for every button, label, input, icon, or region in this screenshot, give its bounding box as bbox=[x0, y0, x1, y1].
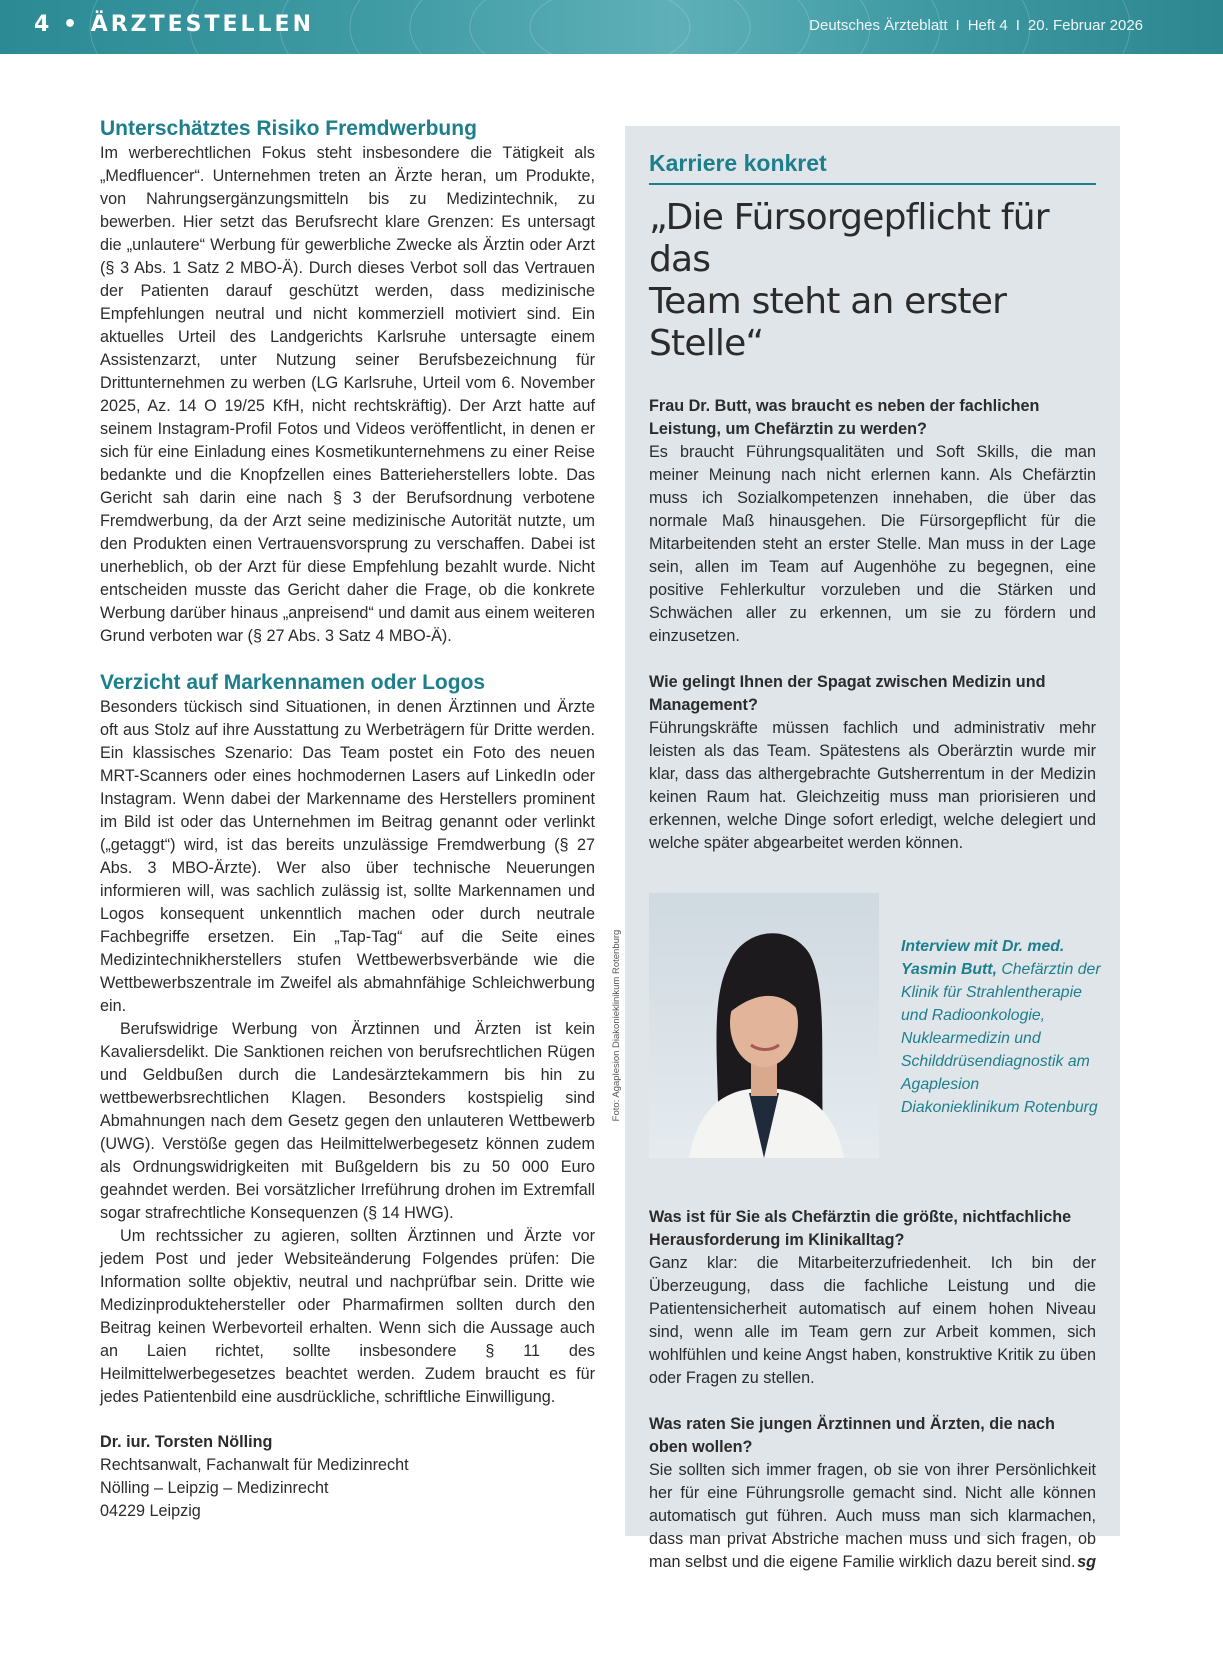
section-heading: Unterschätztes Risiko Fremdwerbung bbox=[100, 117, 477, 140]
paragraph: Im werberechtlichen Fokus steht insbesondere die Tätigkeit als „Medfluencer“. Unternehmen treten an Ärzte heran, um Produkte, von Nahrungsergänzungsmitteln bis zu Medizintechnik, zu bewerben. Hier setzt das Berufsrecht klare Grenzen: Es untersagt die „unlautere“ Werbung für gewerbliche Zwecke als Ärztin oder Arzt (§ 3 Abs. 1 Satz 2 MBO-Ä). Durch dieses Verbot soll das Vertrauen der Patienten darauf geschützt werden, dass medizinische Empfehlungen neutral und nicht kommerziell motiviert sind. Ein aktuelles Urteil des Landgerichts Karlsruhe untersagte einem Assistenzarzt, unter Nutzung seiner Berufsbezeichnung für Drittunternehmen zu werben (LG Karlsruhe, Urteil vom 6. November 2025, Az. 14 O 19/25 KfH, nicht rechtskräftig). Der Arzt hatte auf seinem Instagram-Profil Fotos und Videos veröffentlicht, in denen er sich für eine Einladung eines Kosmetikunternehmens zu einer Reise bedankte und die Knopfzellen eines Batterieherstellers lobte. Das Gericht sah darin eine nach § 3 der Berufsordnung verbotene Fremdwerbung, da der Arzt seine medizinische Autorität nutzte, um den Produkten einen Vertrauensvorsprung zu verschaffen. Dabei ist unerheblich, ob der Arzt für diese Empfehlung bezahlt wurde. Nicht entscheiden musste das Gericht daher die Frage, ob die konkrete Werbung darüber hinaus „anpreisend“ und damit aus einem weiteren Grund verboten war (§ 27 Abs. 3 Satz 4 MBO-Ä). bbox=[100, 144, 595, 645]
header-bar bbox=[0, 0, 1223, 54]
article-column bbox=[100, 116, 595, 1523]
box-headline bbox=[649, 197, 1096, 365]
caption-description: Chefärztin der Klinik für Strahlentherapie und Radioonkologie, Nuklearmedizin und Schilddrüsendiagnostik am Agaplesion Diakonieklinikum Rotenburg bbox=[901, 961, 1101, 1116]
interview-question: Was ist für Sie als Chefärztin die größte, nichtfachliche Herausforderung im Klinikalltag? bbox=[649, 1208, 1072, 1249]
author-block bbox=[100, 1431, 595, 1523]
section-heading: Verzicht auf Markennamen oder Logos bbox=[100, 671, 486, 694]
masthead: Deutsches Ärzteblatt I Heft 4 I 20. Februar 2026 bbox=[809, 17, 1143, 34]
paragraph: Um rechtssicher zu agieren, sollten Ärztinnen und Ärzte vor jedem Post und jeder Websiteänderung Folgendes prüfen: Die Information sollte objektiv, neutral und nachprüfbar sein. Dritte wie Medizinproduktehersteller oder Pharmafirmen sollten durch den Beitrag keinen Werbevorteil erhalten. Wenn sich die Aussage auch an Laien richtet, sollte insbesondere § 11 des Heilmittelwerbegesetzes beachtet werden. Zudem braucht es für jedes Patientenbild eine ausdrückliche, schriftliche Einwilligung. bbox=[100, 1227, 595, 1406]
answer-text: Sie sollten sich immer fragen, ob sie von ihrer Persönlichkeit her für eine Führungsrolle gemacht sind. Nicht alle können automatisch gut führen. Auch muss man sich klarmachen, dass man privat Abstriche machen muss und sich fragen, ob man selbst und die eigene Familie wirklich dazu bereit sind. bbox=[649, 1461, 1096, 1571]
author-initials: sg bbox=[1077, 1553, 1096, 1571]
paragraph: Besonders tückisch sind Situationen, in denen Ärztinnen und Ärzte oft aus Stolz auf ihre Ausstattung zu Werbeträgern für Dritte werden. Ein klassisches Szenario: Das Team postet ein Foto des neuen MRT-Scanners oder eines hochmodernen Lasers auf LinkedIn oder Instagram. Wenn dabei der Markenname des Herstellers prominent im Bild ist oder das Unternehmen im Beitrag genannt oder verlinkt („getaggt“) wird, ist das bereits unzulässige Fremdwerbung (§ 27 Abs. 3 MBO-Ärzte). Wer also über technische Neuerungen informieren will, was sachlich zulässig ist, sollte Markennamen und Logos konsequent unkenntlich machen oder durch neutrale Fachbegriffe ersetzen. Ein „Tap-Tag“ auf die Seite eines Medizintechnikherstellers stufen Wettbewerbsverbände wie die Wettbewerbszentrale im Zweifel als abmahnfähige Schleichwerbung ein. bbox=[100, 698, 595, 1015]
interview-question: Wie gelingt Ihnen der Spagat zwischen Medizin und Management? bbox=[649, 673, 1046, 714]
box-kicker: Karriere konkret bbox=[649, 150, 1096, 185]
portrait-photo bbox=[649, 893, 879, 1158]
interview-answer bbox=[649, 1459, 1096, 1574]
author-city: 04229 Leipzig bbox=[100, 1502, 201, 1520]
page-label: 4 • ÄRZTESTELLEN bbox=[34, 12, 314, 37]
paragraph: Berufswidrige Werbung von Ärztinnen und Ärzten ist kein Kavaliersdelikt. Die Sanktionen reichen von berufsrechtlichen Rügen und Geldbußen durch die Landesärztekammern bis hin zu wettbewerbsrechtlichen Klagen. Besonders kostspielig sind Abmahnungen nach dem Gesetz gegen den unlauteren Wettbewerb (UWG). Verstöße gegen das Heilmittelwerbegesetz können zudem als Ordnungswidrigkeiten mit Bußgeldern bis zu 50 000 Euro geahndet werden. Bei vorsätzlicher Irreführung drohen im Extremfall sogar strafrechtliche Konsequenzen (§ 14 HWG). bbox=[100, 1020, 595, 1222]
interview-answer: Ganz klar: die Mitarbeiterzufriedenheit. Ich bin der Überzeugung, dass die fachliche Leistung und die Patientensicherheit automatisch auf einem hohen Niveau sind, wenn alle im Team gern zur Arbeit kommen, sich wohlfühlen und keine Angst haben, konstruktive Kritik zu üben oder Fragen zu stellen. bbox=[649, 1254, 1096, 1387]
headline-line: Team steht an erster Stelle“ bbox=[649, 281, 1007, 364]
author-name: Dr. iur. Torsten Nölling bbox=[100, 1433, 273, 1451]
interview-question: Frau Dr. Butt, was braucht es neben der fachlichen Leistung, um Chefärztin zu werden? bbox=[649, 397, 1040, 438]
portrait-row bbox=[611, 893, 1101, 1158]
author-firm: Nölling – Leipzig – Medizinrecht bbox=[100, 1479, 329, 1497]
author-title: Rechtsanwalt, Fachanwalt für Medizinrecht bbox=[100, 1456, 409, 1474]
photo-credit: Foto: Agaplesion Diakonieklinikum Rotenburg bbox=[611, 929, 622, 1122]
publication-name: Deutsches Ärzteblatt bbox=[809, 17, 948, 34]
caption-interviewee: Interview mit Dr. med. Yasmin Butt, bbox=[901, 938, 1065, 978]
interview-box bbox=[611, 126, 1120, 1571]
interview-question: Was raten Sie jungen Ärztinnen und Ärzten, die nach oben wollen? bbox=[649, 1415, 1055, 1456]
issue-number: Heft 4 bbox=[967, 17, 1008, 34]
interview-answer: Führungskräfte müssen fachlich und administrativ mehr leisten als das Team. Spätestens als Oberärztin wurde mir klar, dass das althergebrachte Gutsherrentum in der Medizin keinen Raum hat. Gleichzeitig muss man priorisieren und erkennen, welche Dinge sofort erledigt, welche delegiert und welche später abgearbeitet werden können. bbox=[649, 719, 1096, 852]
interview-answer: Es braucht Führungsqualitäten und Soft Skills, die man meiner Meinung nach nicht erlernen kann. Als Chefärztin muss ich Sozialkompetenzen innehaben, die über das normale Maß hinausgehen. Die Fürsorgepflicht für die Mitarbeitenden steht an erster Stelle. Man muss in der Lage sein, allen im Team auf Augenhöhe zu begegnen, eine positive Fehlerkultur vorzuleben und die Stärken und Schwächen aller zu erkennen, um sie zu fördern und einzusetzen. bbox=[649, 443, 1096, 645]
issue-date: 20. Februar 2026 bbox=[1027, 17, 1143, 34]
portrait-caption bbox=[901, 935, 1101, 1119]
headline-line: „Die Fürsorgepflicht für das bbox=[649, 197, 1049, 280]
